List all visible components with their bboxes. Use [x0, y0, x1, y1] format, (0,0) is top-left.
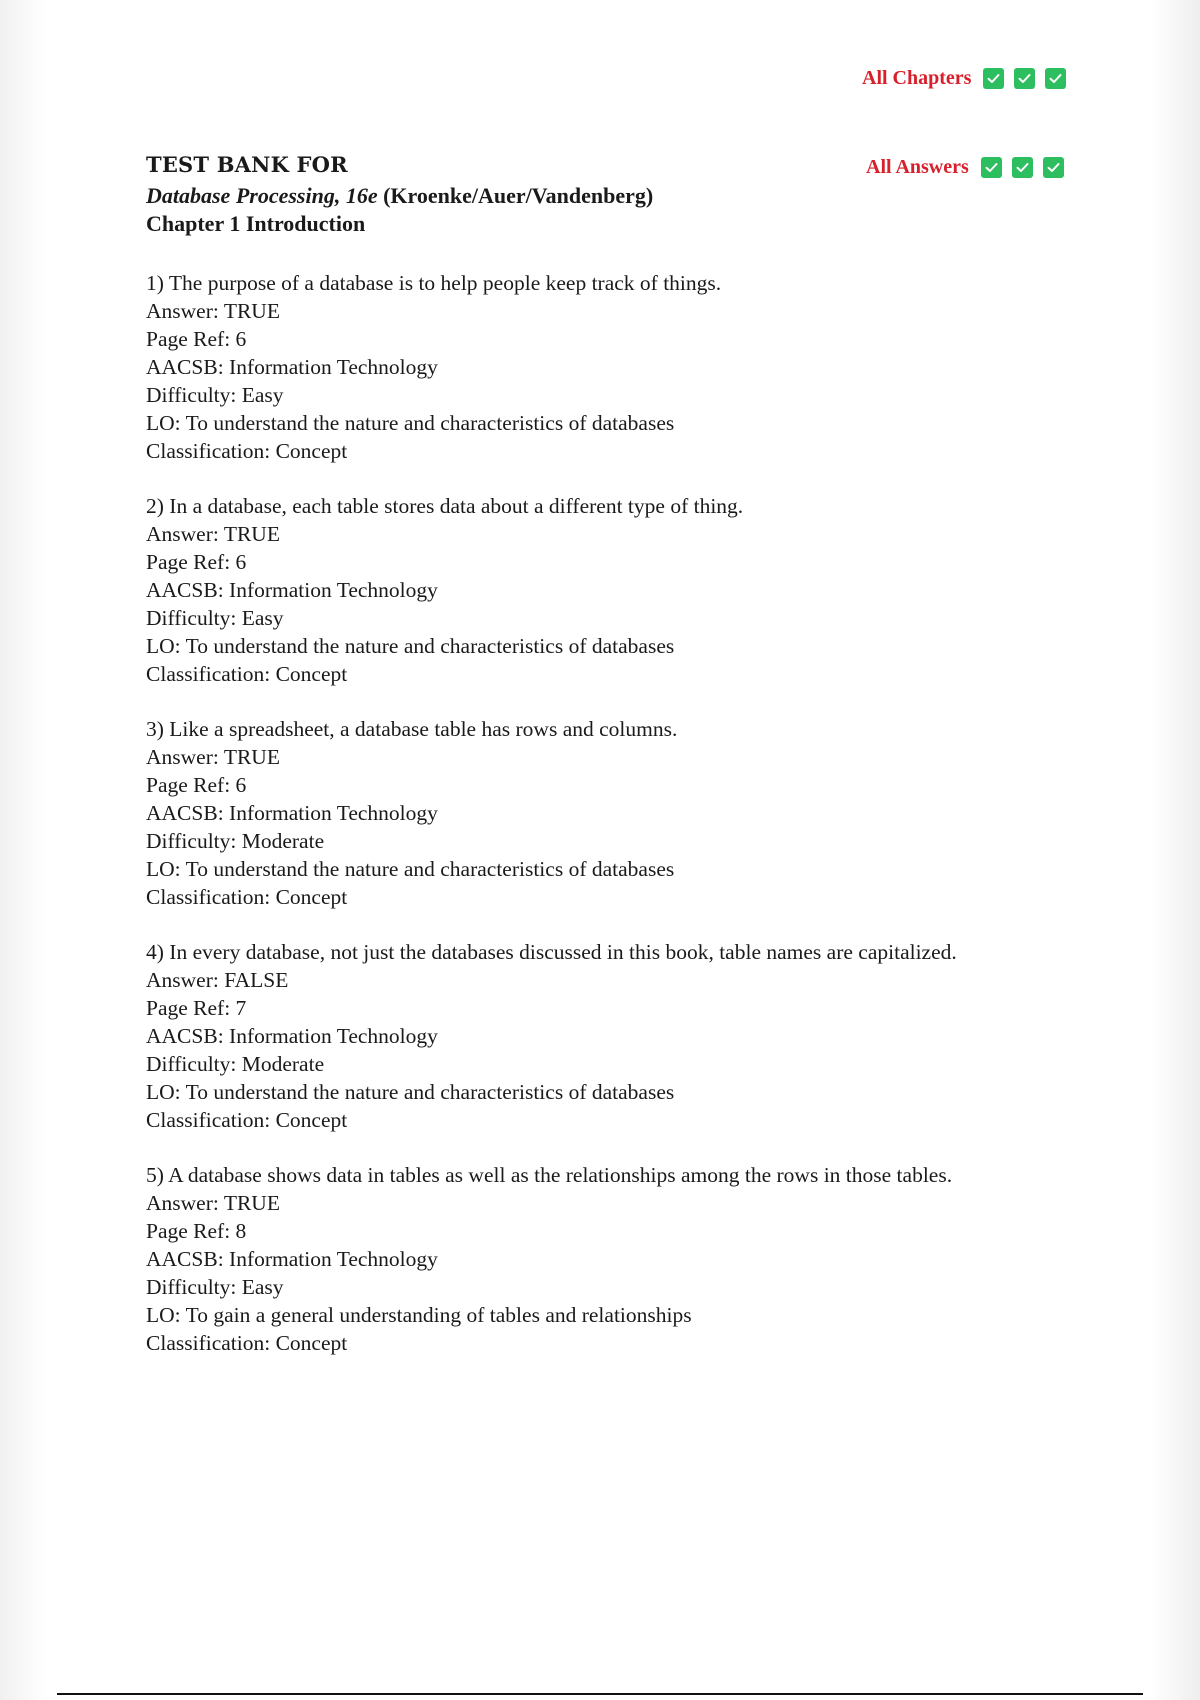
answer: Answer: TRUE — [146, 522, 280, 546]
question-item — [146, 715, 1086, 911]
check-icon — [1045, 68, 1066, 89]
aacsb: AACSB: Information Technology — [146, 355, 438, 379]
difficulty: Difficulty: Moderate — [146, 1052, 325, 1076]
chapter-heading: Chapter 1 Introduction — [146, 211, 366, 236]
test-bank-title: TEST BANK FOR — [146, 152, 348, 177]
page-ref: Page Ref: 6 — [146, 773, 247, 797]
aacsb: AACSB: Information Technology — [146, 1247, 438, 1271]
answer: Answer: TRUE — [146, 299, 280, 323]
aacsb: AACSB: Information Technology — [146, 578, 438, 602]
answer: Answer: TRUE — [146, 745, 280, 769]
check-icon — [983, 68, 1004, 89]
book-title: Database Processing, 16e — [146, 183, 378, 208]
page-ref: Page Ref: 8 — [146, 1219, 247, 1243]
book-authors: (Kroenke/Auer/Vandenberg) — [377, 183, 654, 208]
learning-objective: LO: To understand the nature and characteristics of databases — [146, 1080, 675, 1104]
question-text: 5) A database shows data in tables as well as the relationships among the rows in those tables. — [146, 1163, 953, 1187]
question-text: 3) Like a spreadsheet, a database table has rows and columns. — [146, 717, 678, 741]
classification: Classification: Concept — [146, 439, 348, 463]
check-icon — [1043, 157, 1064, 178]
classification: Classification: Concept — [146, 1331, 348, 1355]
page-ref: Page Ref: 6 — [146, 550, 247, 574]
question-item — [146, 269, 1086, 465]
question-text: 2) In a database, each table stores data about a different type of thing. — [146, 494, 744, 518]
page-ref: Page Ref: 6 — [146, 327, 247, 351]
question-item — [146, 938, 1086, 1134]
learning-objective: LO: To understand the nature and characteristics of databases — [146, 857, 675, 881]
page-shadow-right — [1150, 0, 1200, 1700]
learning-objective: LO: To understand the nature and characteristics of databases — [146, 634, 675, 658]
classification: Classification: Concept — [146, 662, 348, 686]
difficulty: Difficulty: Easy — [146, 1275, 284, 1299]
difficulty: Difficulty: Easy — [146, 606, 284, 630]
classification: Classification: Concept — [146, 1108, 348, 1132]
aacsb: AACSB: Information Technology — [146, 801, 438, 825]
book-line — [146, 182, 653, 210]
all-chapters-badge — [862, 67, 1066, 90]
answer: Answer: TRUE — [146, 1191, 280, 1215]
difficulty: Difficulty: Moderate — [146, 829, 325, 853]
answer: Answer: FALSE — [146, 968, 289, 992]
page-bottom-rule — [57, 1693, 1143, 1695]
question-item — [146, 1161, 1086, 1357]
question-list — [146, 269, 1086, 1384]
question-text: 1) The purpose of a database is to help people keep track of things. — [146, 271, 722, 295]
check-icon — [1012, 157, 1033, 178]
difficulty: Difficulty: Easy — [146, 383, 284, 407]
all-answers-label: All Answers — [866, 156, 969, 178]
aacsb: AACSB: Information Technology — [146, 1024, 438, 1048]
learning-objective: LO: To understand the nature and characteristics of databases — [146, 411, 675, 435]
question-text: 4) In every database, not just the databases discussed in this book, table names are capitalized. — [146, 940, 957, 964]
learning-objective: LO: To gain a general understanding of tables and relationships — [146, 1303, 692, 1327]
page-ref: Page Ref: 7 — [146, 996, 247, 1020]
page-shadow-left — [0, 0, 46, 1700]
document-header — [146, 150, 653, 238]
classification: Classification: Concept — [146, 885, 348, 909]
question-item — [146, 492, 1086, 688]
all-answers-badge — [866, 156, 1064, 179]
check-icon — [1014, 68, 1035, 89]
check-icon — [981, 157, 1002, 178]
all-chapters-label: All Chapters — [862, 67, 972, 89]
